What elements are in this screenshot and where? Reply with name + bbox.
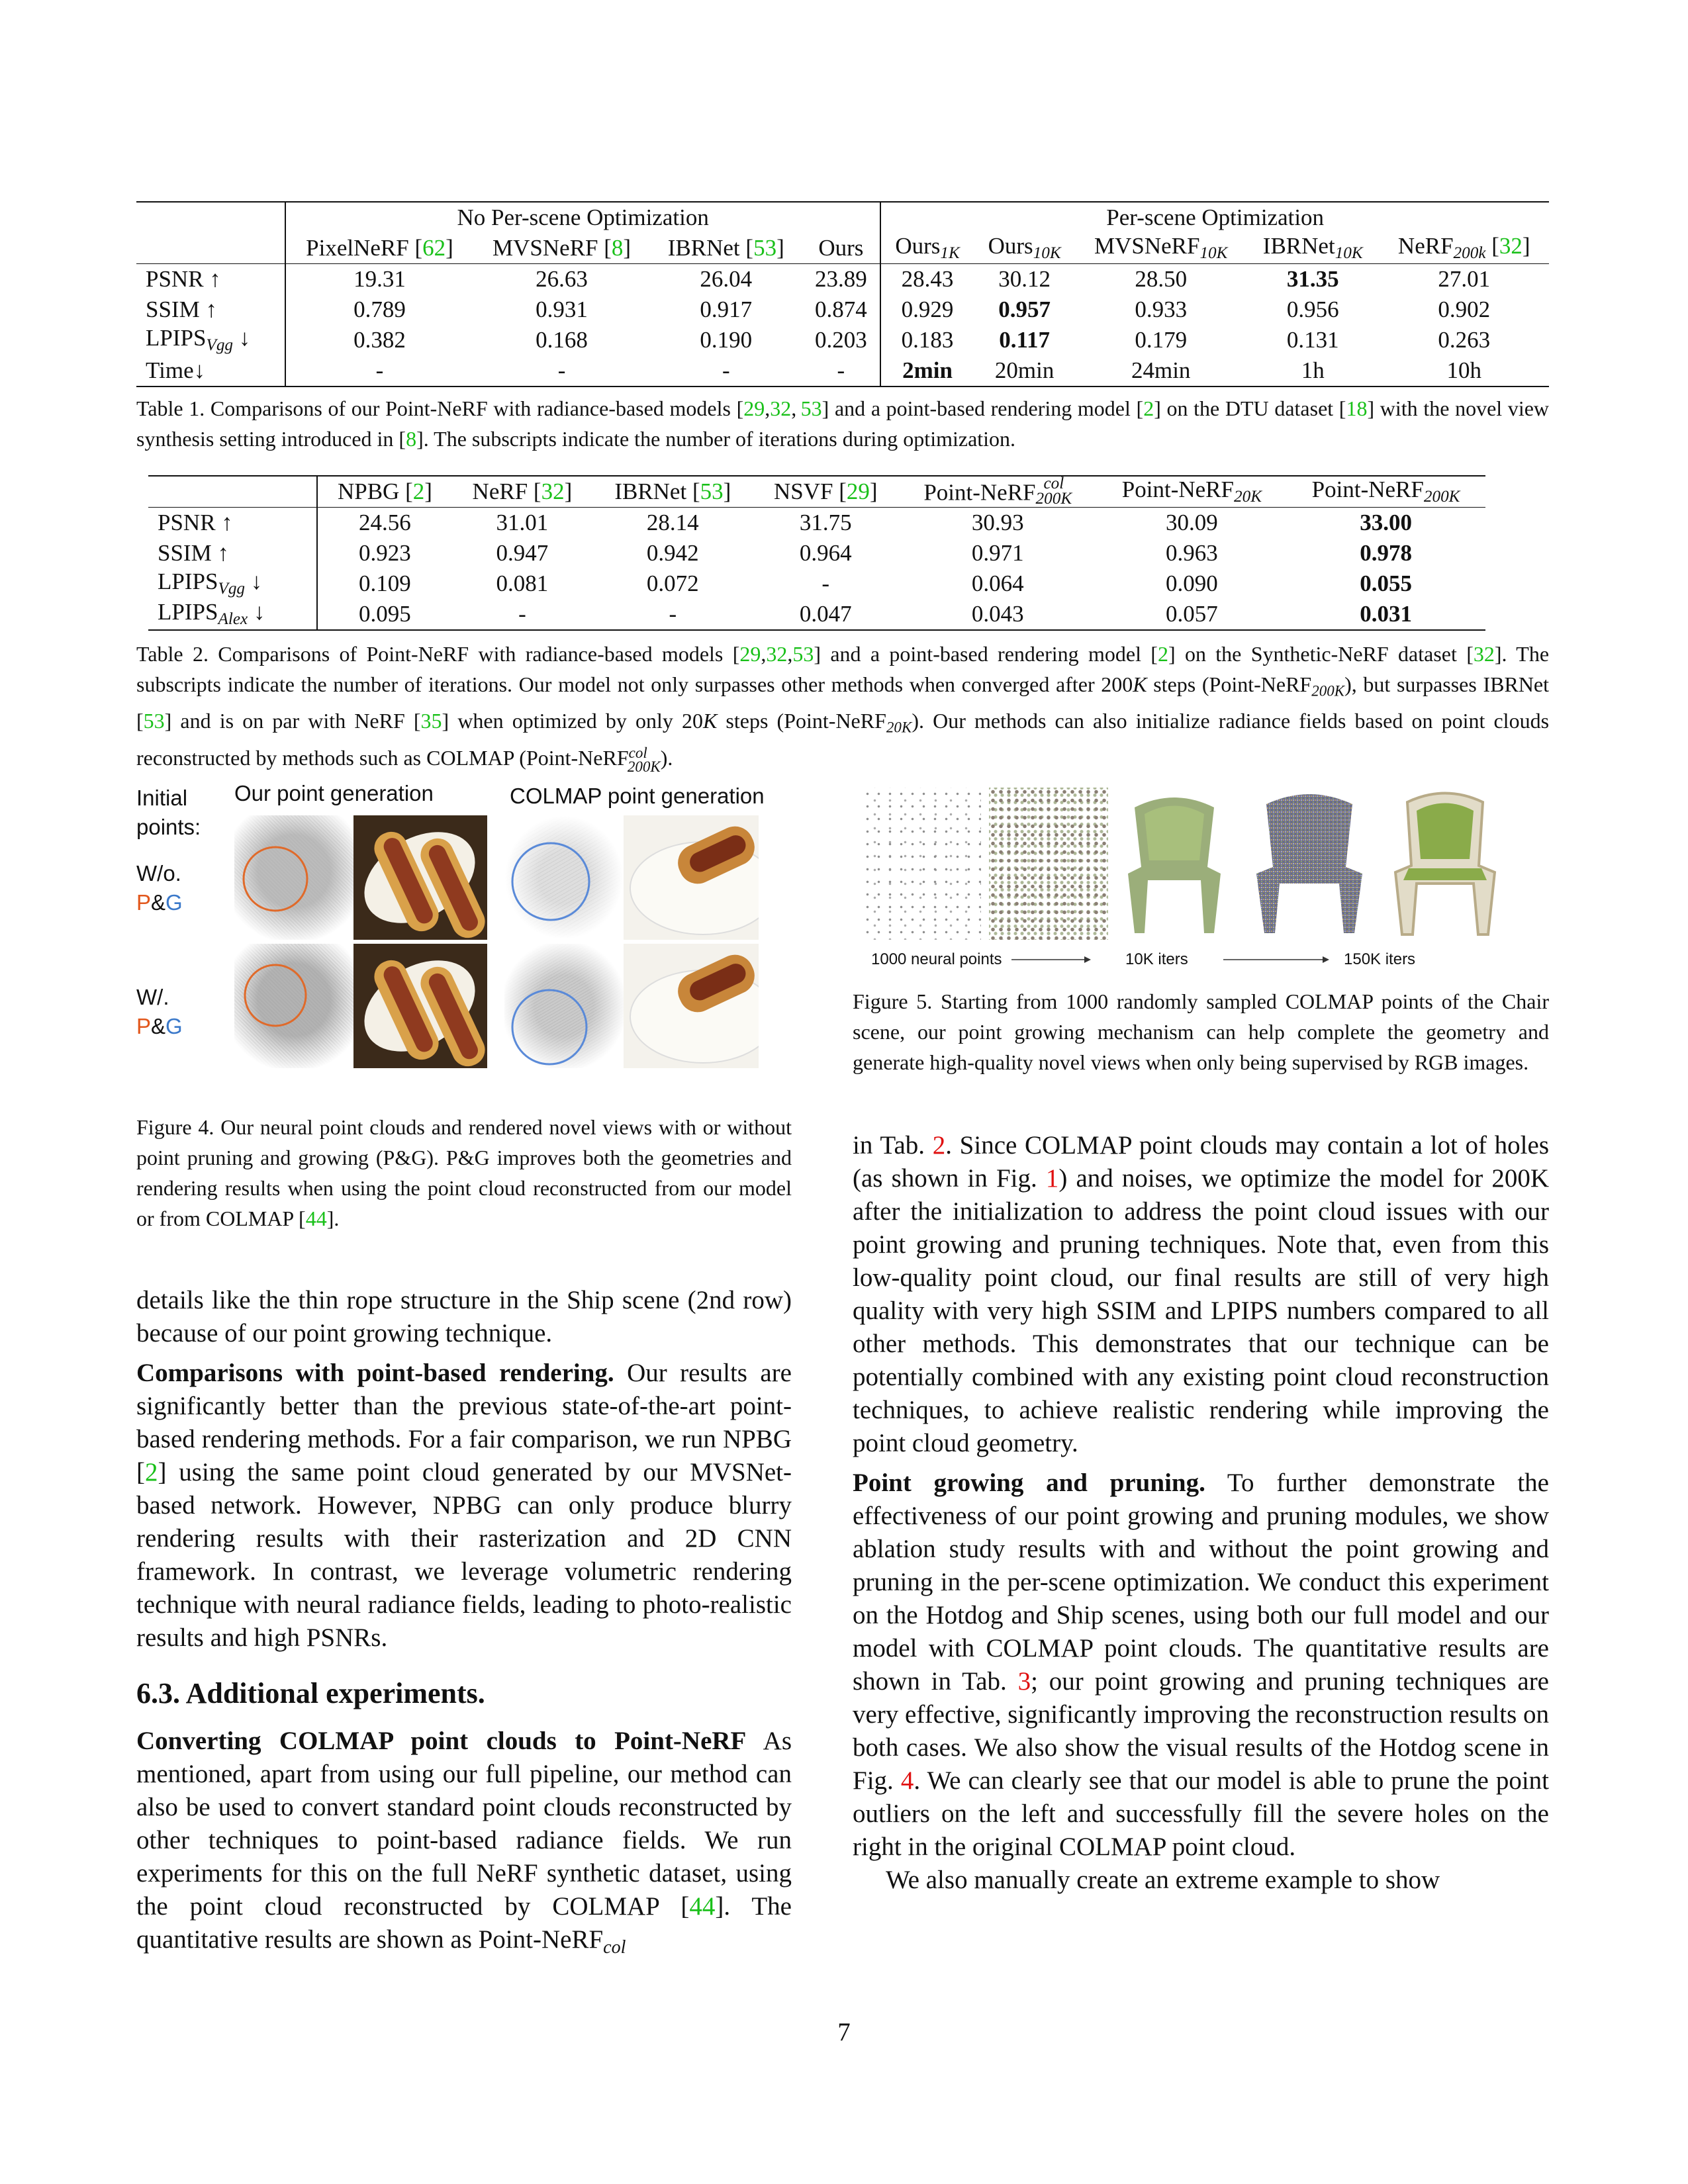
table-cell: 0.043 [971,601,1024,627]
table-cell: 0.956 [1286,296,1339,322]
table-cell: 0.064 [971,570,1024,596]
table-cell: 0.090 [1166,570,1218,596]
table-cell: 0.964 [799,540,852,566]
table-cell: 0.874 [802,295,880,325]
table2-col-header: IBRNet [53] [614,478,731,504]
figure5-caption: Figure 5. Starting from 1000 randomly sampled COLMAP points of the Chair scene, our point growing mechanism can help complete the geometry and generate high-quality novel views when only being supervised by RGB images. [853,989,1549,1074]
table-cell: 0.117 [999,327,1051,353]
table-cell: - [802,355,880,387]
fig5-label-1000: 1000 neural points [871,950,1002,968]
table-cell: - [375,357,384,383]
fig5-label-10k: 10K iters [1125,950,1188,968]
table-cell: 0.179 [1135,327,1188,353]
table-cell: 31.75 [799,510,852,535]
left-para-2: Comparisons with point-based rendering. Our results are significantly better than the previous state-of-the-art point-based rendering methods. For a fair comparison, we run NPBG [2] using the same point cloud generated by our MVSNet-based network. However, NPBG can only produce blurry rendering results with their rasterization and 2D CNN framework. In contrast, we leverage volumetric rendering technique with neural radiance fields, leading to photo-realistic results and high PSNRs. [136,1359,792,1652]
fig4-label-without: W/o. P&G [136,861,183,915]
row-label: $LPIPS_{Alex}$ ↓ [148,599,317,630]
table-cell: 24min [1131,357,1191,383]
fig5-chair-render-mid [1115,788,1234,940]
table-cell: 30.12 [998,266,1051,292]
table2 [148,475,1485,631]
fig4-ours-points-without [234,815,353,940]
table-cell: 30.09 [1166,510,1218,535]
table-cell: 28.50 [1135,266,1188,292]
figure5 [853,781,1549,973]
fig5-arrow-2 [1223,954,1329,965]
fig4-colmap-render-with [624,944,759,1068]
table-cell: 31.35 [1286,266,1339,292]
right-para-2: Point growing and pruning. To further demonstrate the effectiveness of our point growing and pruning modules, we show ablation study results with and without the point growing and pruning in the per-scene optimization. We conduct this experiment on the Hotdog and Ship scenes, using both our full model and our model with COLMAP point clouds. The quantitative results are shown in Tab. 3; our point growing and pruning techniques are very effective, significantly improving the reconstruction results on both cases. We also show the visual results of the Hotdog scene in Fig. 4. We can clearly see that our model is able to prune the point outliers on the left and successfully fill the severe holes on the right in the original COLMAP point cloud. [853,1469,1549,1861]
table-cell: 0.168 [536,327,588,353]
table2-caption: Table 2. Comparisons of Point-NeRF with radiance-based models [29,32,53] and a point-based rendering model [2] on the Synthetic-NeRF dataset [32]. The subscripts indicate the number of iterations. Our model not only surpasses other methods when converged after 200K steps (Point-NeRF$_{200K}$), but surpasses IBRNet [53] and is on par with NeRF [35] when optimized by only 20K steps (Point-NeRF$_{20K}$). Our methods can also initialize radiance fields based on point clouds reconstructed by methods such as COLMAP (Point-NeRF$^{col}_{200K}$). [136,642,1550,775]
table1-caption: Table 1. Comparisons of our Point-NeRF with radiance-based models [29,32, 53] and a point-based rendering model [2] on the DTU dataset [18] with the novel view synthesis setting introduced in [8]. The subscripts indicate the number of iterations during optimization. [136,396,1550,451]
table-cell: 0.190 [700,327,753,353]
fig4-label-with: W/. P&G [136,985,183,1038]
table-cell: - [518,601,526,627]
table-cell: - [722,357,730,383]
fig4-ours-render-without [353,815,487,940]
table-cell: 30.93 [971,510,1024,535]
fig5-chair-points-mid [989,788,1108,940]
table-row [148,599,1485,630]
table-cell: 28.14 [646,510,699,535]
fig5-arrow-1 [1011,954,1091,965]
table-cell: 0.917 [700,296,753,322]
table-cell: 0.789 [353,296,406,322]
right-para-1: in Tab. 2. Since COLMAP point clouds may contain a lot of holes (as shown in Fig. 1) and noises, we optimize the model for 200K after the initialization to address the point cloud issues with our point growing and pruning techniques. Note that, even from this low-quality point cloud, our final results are still of very high quality with very high SSIM and LPIPS numbers compared to all other methods. This demonstrates that our technique can be potentially combined with any existing point cloud reconstruction techniques, to achieve realistic rendering while improving the point cloud geometry. [853,1131,1550,1457]
right-column [853,1129,1549,1897]
table1-group-no: No Per-scene Optimization [285,202,880,233]
fig5-label-150k: 150K iters [1344,950,1416,968]
section-heading: 6.3. Additional experiments. [136,1677,485,1709]
table-cell: 0.929 [901,296,954,322]
table-cell: 0.057 [1166,601,1218,627]
left-para-1: details like the thin rope structure in the Ship scene (2nd row) because of our point growing technique. [136,1286,792,1347]
table2-col-header: Point-NeRF$_{20K}$ [1121,477,1262,506]
table-cell: 0.963 [1166,540,1218,566]
table-row [136,325,1549,355]
table-cell: 26.04 [700,266,753,292]
table2-col-header: Point-NeRF col 200K [923,475,1072,508]
table1-corner [136,202,285,233]
fig5-chair-render-final [1382,788,1508,940]
table-cell: 28.43 [901,266,954,292]
table-cell: 0.081 [496,570,549,596]
table-cell: 0.131 [1286,327,1339,353]
table-cell: 1h [1301,357,1325,383]
row-label: SSIM ↑ [136,295,285,325]
fig4-header-ours: Our point generation [234,781,434,805]
table-cell: 0.047 [799,601,852,627]
row-label: SSIM ↑ [148,538,317,569]
table1-col-header: Ours$_{1K}$ [895,233,960,263]
table-cell: 0.978 [1360,540,1412,566]
fig5-chair-points-final [1243,788,1376,940]
table-cell: 0.931 [536,296,588,322]
table-row [136,295,1549,325]
left-column [136,1284,792,1964]
fig4-colmap-points-without [504,815,624,940]
table-cell: 2min [902,357,953,383]
table-cell: - [669,601,677,627]
row-label: PSNR ↑ [148,508,317,539]
figure4-caption: Figure 4. Our neural point clouds and rendered novel views with or without point pruning and growing (P&G). P&G improves both the geometries and rendering results when using the point cloud reconstructed from our model or from COLMAP [44]. [136,1115,792,1230]
table-cell: 23.89 [802,264,880,295]
table1-col-header: IBRNet$_{10K}$ [1262,233,1363,263]
fig4-ours-render-with [353,944,487,1068]
fig4-row-label-initial: Initial points: [136,786,201,839]
table-cell: 10h [1446,357,1481,383]
table-cell: 0.923 [359,540,411,566]
table1-col-header: NeRF$_{200k}$ [32] [1397,233,1530,263]
table-cell: 0.971 [971,540,1024,566]
table1-col-header: Ours$_{10K}$ [988,233,1061,263]
table-row [148,569,1485,599]
table-cell: - [557,357,566,383]
table1-col-header: MVSNeRF [8] [492,235,632,261]
fig4-header-colmap: COLMAP point generation [510,784,765,808]
table-cell: 0.055 [1360,570,1412,596]
row-label: Time↓ [136,355,285,387]
table-cell: 31.01 [496,510,549,535]
table1 [136,201,1549,387]
left-para-3: Converting COLMAP point clouds to Point-NeRF As mentioned, apart from using our full pipeline, our method can also be used to convert standard point clouds reconstructed by other techniques to point-based radiance fields. We run experiments for this on the full NeRF synthetic dataset, using the point cloud reconstructed by COLMAP [44]. The quantitative results are shown as Point-NeRF$_{col}$ [136,1727,792,1958]
table-cell: - [821,570,830,596]
table1-col-header: Ours [802,233,880,264]
table-cell: 0.957 [998,296,1051,322]
table1-col-header: MVSNeRF$_{10K}$ [1094,233,1228,263]
table-cell: 0.203 [802,325,880,355]
table-cell: 0.382 [353,327,406,353]
table-row [136,355,1549,387]
fig5-chair-1000-points [862,788,981,940]
table1-col-header: IBRNet [53] [667,235,784,261]
table-cell: 0.263 [1438,327,1491,353]
row-label: $LPIPS_{Vgg}$ ↓ [136,325,285,355]
row-label: $LPIPS_{Vgg}$ ↓ [148,569,317,599]
right-para-3: We also manually create an extreme example to show [886,1866,1440,1894]
table-cell: 0.031 [1360,601,1412,627]
table-cell: 33.00 [1360,510,1412,535]
table-cell: 26.63 [536,266,588,292]
table-cell: 0.109 [359,570,411,596]
table-cell: 0.942 [646,540,699,566]
figure4 [136,781,792,1099]
table2-col-header: NeRF [32] [472,478,573,504]
table-cell: 0.095 [359,601,411,627]
table2-col-header: NSVF [29] [773,478,878,504]
table1-col-header: PixelNeRF [62] [306,235,453,261]
table-cell: 27.01 [1438,266,1491,292]
table-cell: 19.31 [353,266,406,292]
table-cell: 20min [994,357,1055,383]
fig4-colmap-render-without [624,815,759,940]
table-cell: 0.933 [1135,296,1188,322]
page-number: 7 [837,2018,851,2046]
table-cell: 0.902 [1438,296,1491,322]
table-row [148,508,1485,539]
fig4-colmap-points-with [504,944,624,1068]
table2-col-header: Point-NeRF$_{200K}$ [1311,477,1460,506]
table-cell: 24.56 [359,510,411,535]
table1-group-per: Per-scene Optimization [1106,205,1325,230]
table-cell: 0.183 [901,327,954,353]
table2-col-header: NPBG [2] [337,478,432,504]
table-row [136,264,1549,295]
table-cell: 0.947 [496,540,549,566]
table-cell: 0.072 [646,570,699,596]
table-row [148,538,1485,569]
row-label: PSNR ↑ [136,264,285,295]
fig4-ours-points-with [234,944,353,1068]
